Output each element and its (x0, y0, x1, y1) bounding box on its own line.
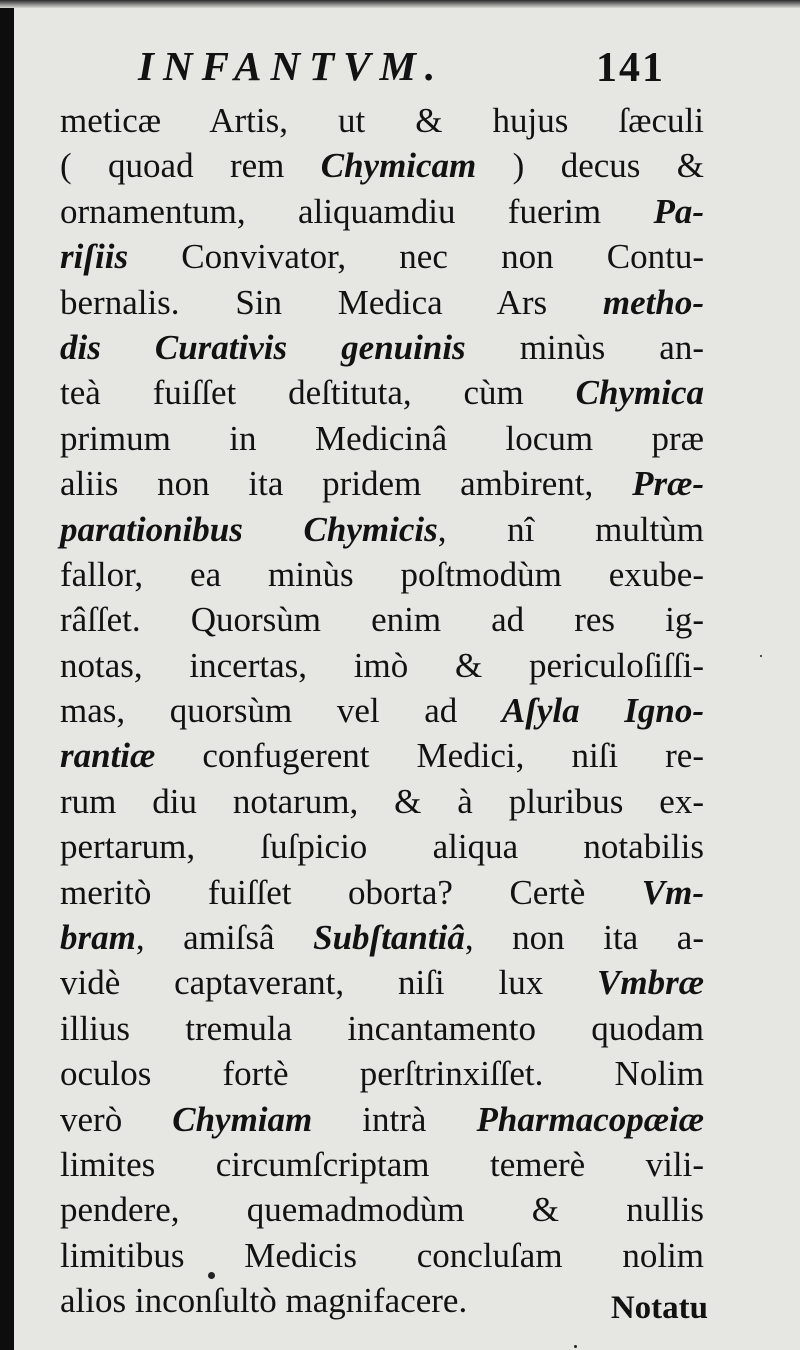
text-line (60, 143, 704, 188)
text-line (60, 1187, 704, 1232)
text-line (60, 1278, 704, 1323)
italic-phrase: Subſtantiâ (313, 918, 465, 958)
text-segment: oculos fortè perſtrinxiſſet. Nolim (60, 1054, 704, 1094)
italic-phrase: Chymiam (172, 1099, 313, 1139)
text-segment: notas, incertas, imò & periculoſiſſi- (60, 645, 704, 685)
text-line (60, 507, 704, 552)
text-line (60, 416, 704, 461)
italic-phrase: Præ- (632, 464, 704, 504)
page-shadow-edge (0, 0, 14, 1350)
text-line (60, 552, 704, 597)
text-line (60, 1142, 704, 1187)
text-line (60, 325, 704, 370)
text-line (60, 234, 704, 279)
italic-phrase: Vmbræ (597, 963, 704, 1003)
italic-phrase: Vm- (641, 872, 704, 912)
text-line (60, 643, 704, 688)
text-line (60, 597, 704, 642)
text-segment: alios inconſultò magnifacere. (60, 1281, 468, 1321)
text-line (60, 688, 704, 733)
italic-phrase: Chymica (575, 373, 704, 413)
italic-phrase: parationibus Chymicis (60, 509, 438, 549)
text-line (60, 915, 704, 960)
italic-phrase: Chymicam (320, 146, 477, 186)
italic-phrase: Pa- (653, 191, 704, 231)
text-segment: , amiſsâ (135, 918, 314, 958)
text-segment: ( quoad rem (60, 146, 321, 186)
page-number: 141 (596, 45, 665, 91)
italic-phrase: bram (60, 918, 136, 958)
text-segment: rum diu notarum, & à pluribus ex- (60, 781, 704, 821)
text-segment: verò (60, 1099, 173, 1139)
text-line (60, 1233, 704, 1278)
text-segment: fallor, ea minùs poſtmodùm exube- (60, 554, 704, 594)
body-text (60, 98, 704, 1324)
italic-phrase: rantiæ (60, 736, 156, 776)
text-line (60, 1051, 704, 1096)
text-segment: minùs an- (465, 327, 704, 367)
text-line (60, 824, 704, 869)
page-top-edge (0, 0, 800, 8)
text-line (60, 280, 704, 325)
text-line (60, 733, 704, 778)
text-segment: illius tremula incantamento quodam (60, 1008, 704, 1048)
text-segment: ) decus & (476, 146, 704, 186)
running-title: INFANTVM. (138, 43, 445, 89)
text-line (60, 960, 704, 1005)
text-segment: Convivator, nec non Contu- (128, 237, 704, 277)
italic-phrase: Aſyla Igno- (501, 691, 704, 731)
text-segment: pertarum, ſuſpicio aliqua notabilis (60, 827, 704, 867)
text-segment: limites circumſcriptam temerè vili- (60, 1144, 704, 1184)
text-segment: intrà (312, 1099, 477, 1139)
text-segment: vidè captaverant, niſi lux (60, 963, 598, 1003)
text-line (60, 779, 704, 824)
italic-phrase: Pharmacopæiæ (476, 1099, 704, 1139)
text-line (60, 461, 704, 506)
text-segment: pendere, quemadmodùm & nullis (60, 1190, 704, 1230)
text-segment: bernalis. Sin Medica Ars (60, 282, 603, 322)
catchword: Notatu (610, 1290, 708, 1326)
italic-phrase: dis Curativis genuinis (60, 327, 466, 367)
text-line (60, 1006, 704, 1051)
text-segment: ornamentum, aliquamdiu fuerim (60, 191, 654, 231)
text-line (60, 1097, 704, 1142)
text-segment: meritò fuiſſet oborta? Certè (60, 872, 642, 912)
text-line (60, 189, 704, 234)
text-line (60, 98, 704, 143)
text-line (60, 870, 704, 915)
text-segment: , nî multùm (437, 509, 704, 549)
text-segment: meticæ Artis, ut & hujus ſæculi (60, 101, 704, 140)
text-segment: confugerent Medici, niſi re- (155, 736, 704, 776)
text-segment: , non ita a- (464, 918, 704, 958)
text-line (60, 370, 704, 415)
text-segment: primum in Medicinâ locum præ (60, 418, 704, 458)
italic-phrase: riſiis (60, 237, 129, 277)
text-segment: râſſet. Quorsùm enim ad res ig- (60, 600, 704, 640)
page-header (138, 38, 698, 94)
text-segment: teà fuiſſet deſtituta, cùm (60, 373, 576, 413)
text-segment: limitibus Medicis concluſam nolim (60, 1235, 704, 1275)
ink-speck (760, 655, 762, 657)
italic-phrase: metho- (602, 282, 704, 322)
ink-speck (574, 1345, 577, 1348)
text-segment: mas, quorsùm vel ad (60, 691, 502, 731)
text-segment: aliis non ita pridem ambirent, (60, 464, 633, 504)
